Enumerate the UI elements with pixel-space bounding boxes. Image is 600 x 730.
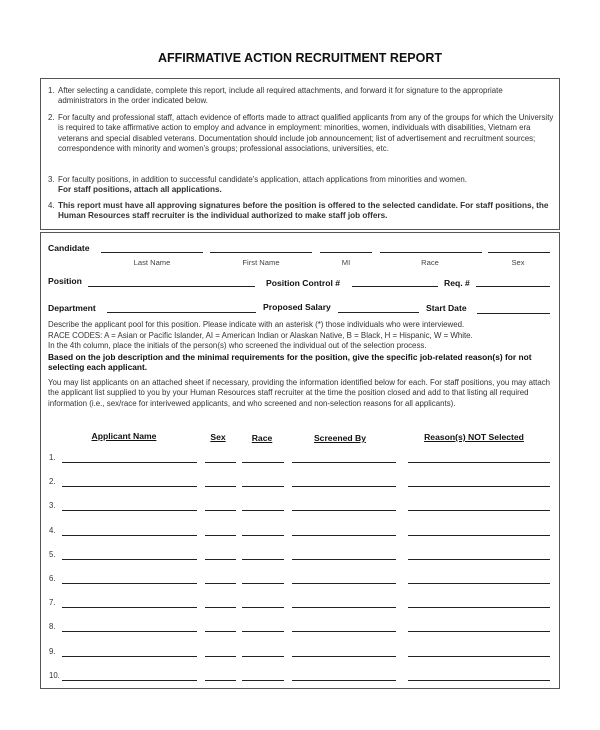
department-label: Department [48,303,96,313]
reason-field[interactable] [408,631,550,632]
pool-text-bold: Based on the job description and the minimal requirements for the position, give the specific job-related reason(s) for not selecting each applicant. [48,351,532,372]
row-number: 10. [49,670,60,680]
race-codes-text: RACE CODES: A = Asian or Pacific Islander, AI = American Indian or Alaskan Native, B = Black, H = Hispanic, W = White. [48,330,473,340]
instruction-item [48,86,554,107]
sex-field[interactable] [205,462,236,463]
applicant-name-field[interactable] [62,631,197,632]
first-name-label: First Name [242,258,280,267]
mi-field[interactable] [320,252,372,253]
proposed-salary-label: Proposed Salary [263,302,331,312]
header-reasons-not-selected: Reason(s) NOT Selected [424,432,524,442]
reason-field[interactable] [408,559,550,560]
pool-text-5: You may list applicants on an attached sheet if necessary, providing the information identified below for each. For staff positions, you may attach the applicant list supplied to you by your Human Resources staff recruiter at the time the position closed and add to that listing all required information (i.e., sex/race for interivewed applicants, and who screened and non-selection reasons for all applicants). [48,377,551,408]
applicant-name-field[interactable] [62,559,197,560]
instruction-item [48,201,554,222]
instruction-bold-text: For staff positions, attach all applications. [58,185,222,195]
last-name-label: Last Name [133,258,171,267]
reason-field[interactable] [408,510,550,511]
reason-field[interactable] [408,607,550,608]
row-number: 5. [49,549,56,559]
pool-text-3: In the 4th column, place the initials of the person(s) who screened the individual out of the selection process. [48,341,427,350]
header-applicant-name: Applicant Name [91,431,157,441]
sex-field[interactable] [205,510,236,511]
sex-field[interactable] [205,656,236,657]
row-number: 3. [49,501,56,511]
race-field[interactable] [242,535,284,536]
race-field[interactable] [242,462,284,463]
instruction-number: 4. [48,201,55,210]
race-field[interactable] [242,680,284,681]
mi-label: MI [341,258,351,267]
pool-instructions [48,320,556,409]
screened-by-field[interactable] [292,656,396,657]
screened-by-field[interactable] [292,486,396,487]
screened-by-field[interactable] [292,607,396,608]
instruction-number: 3. [48,175,55,184]
race-field[interactable] [242,583,284,584]
applicant-name-field[interactable] [62,583,197,584]
reason-field[interactable] [408,535,550,536]
header-screened-by: Screened By [313,433,367,443]
last-name-field[interactable] [101,252,203,253]
department-field[interactable] [107,312,256,313]
instruction-bold-text: This report must have all approving signatures before the position is offered to the selected candidate. For staff positions, the Human Resources staff recruiter is the individual authorized to make staff job offers. [58,201,549,221]
instruction-number: 2. [48,113,55,122]
instruction-number: 1. [48,86,55,95]
reason-field[interactable] [408,462,550,463]
form-box [40,232,560,689]
race-field[interactable] [242,486,284,487]
first-name-field[interactable] [210,252,312,253]
row-number: 1. [49,453,56,462]
sex-field[interactable] [205,559,236,560]
applicant-name-field[interactable] [62,656,197,657]
header-sex: Sex [210,432,226,442]
race-field[interactable] [242,559,284,560]
sex-field[interactable] [205,680,236,681]
race-field[interactable] [242,631,284,632]
instruction-item [48,175,554,196]
screened-by-field[interactable] [292,462,396,463]
sex-field[interactable] [205,607,236,608]
header-race: Race [251,433,273,443]
instruction-item [48,113,554,154]
race-field[interactable] [380,252,482,253]
screened-by-field[interactable] [292,583,396,584]
row-number: 6. [49,574,56,583]
applicant-name-field[interactable] [62,462,197,463]
reason-field[interactable] [408,680,550,681]
race-field[interactable] [242,510,284,511]
position-label: Position [48,276,82,286]
screened-by-field[interactable] [292,631,396,632]
sex-field[interactable] [488,252,550,253]
instruction-text: For faculty and professional staff, attach evidence of efforts made to attract qualified applicants from any of the groups for which the University is required to take affirmative action to employ and advance in employment: minorities, women, individuals with disabilities, Vietnam era veterans and special disabled veterans. Documentation should include job announcement; list of advertisement and recruitment sources; correspondence with minority and women's groups; professional associations, universities, etc. [58,113,554,153]
position-field[interactable] [88,286,255,287]
applicant-name-field[interactable] [62,510,197,511]
req-label: Req. # [444,278,470,288]
sex-field[interactable] [205,631,236,632]
applicant-name-field[interactable] [62,486,197,487]
race-field[interactable] [242,656,284,657]
page-title: AFFIRMATIVE ACTION RECRUITMENT REPORT [157,51,442,65]
screened-by-field[interactable] [292,559,396,560]
req-field[interactable] [476,286,550,287]
screened-by-field[interactable] [292,680,396,681]
instruction-text: After selecting a candidate, complete this report, include all required attachments, and forward it for signature to the appropriate administrators in the order indicated below. [58,86,503,106]
sex-field[interactable] [205,486,236,487]
applicant-name-field[interactable] [62,680,197,681]
start-date-label: Start Date [426,303,467,313]
row-number: 9. [49,646,56,656]
position-control-label: Position Control # [266,278,340,288]
screened-by-field[interactable] [292,535,396,536]
reason-field[interactable] [408,486,550,487]
row-number: 2. [49,477,56,487]
start-date-field[interactable] [477,313,550,314]
pool-text-1: Describe the applicant pool for this position. Please indicate with an asterisk (*) those individuals who were interviewed. [48,320,465,329]
race-field[interactable] [242,607,284,608]
reason-field[interactable] [408,656,550,657]
applicant-name-field[interactable] [62,535,197,536]
applicant-name-field[interactable] [62,607,197,608]
race-label: Race [421,258,439,267]
sex-field[interactable] [205,535,236,536]
position-control-field[interactable] [352,286,438,287]
screened-by-field[interactable] [292,510,396,511]
sex-label: Sex [511,258,525,267]
sex-field[interactable] [205,583,236,584]
candidate-label: Candidate [48,243,90,253]
row-number: 7. [49,598,56,608]
row-number: 4. [49,525,56,535]
proposed-salary-field[interactable] [338,312,419,313]
reason-field[interactable] [408,583,550,584]
instruction-text: For faculty positions, in addition to successful candidate's application, attach applications from minorities and women. [58,175,467,184]
row-number: 8. [49,622,56,632]
